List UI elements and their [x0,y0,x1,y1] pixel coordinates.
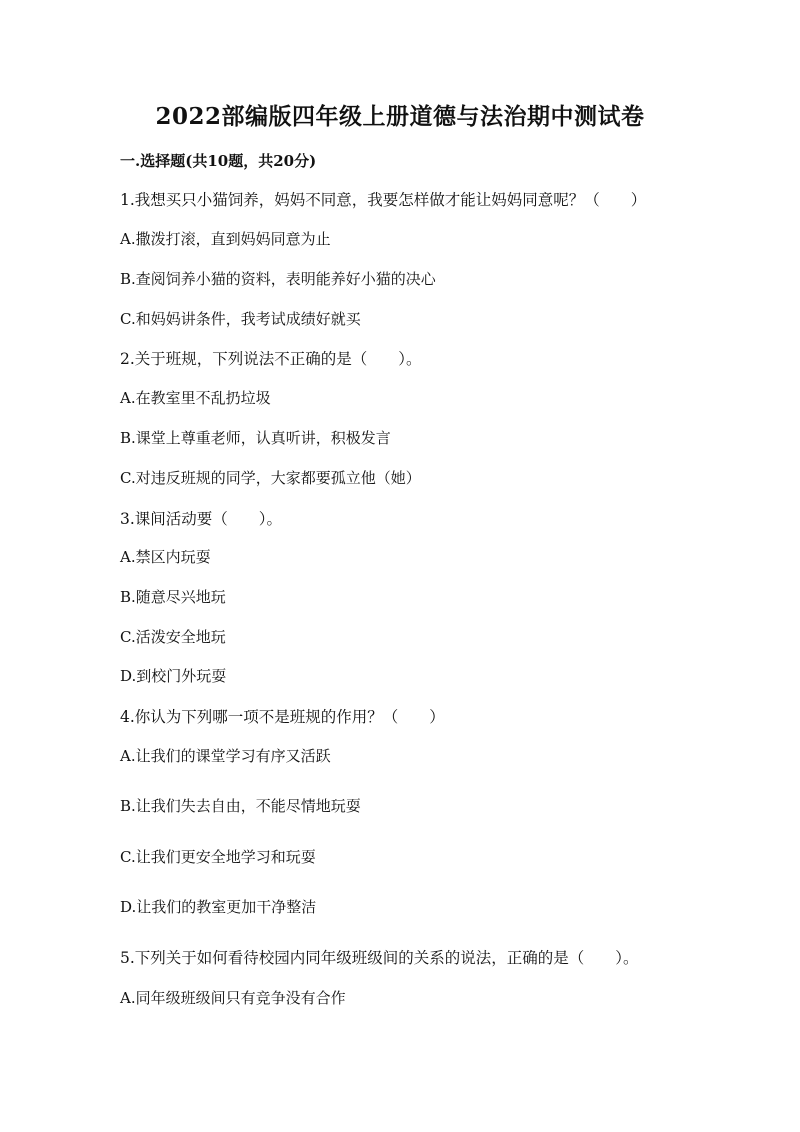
question-1-option-b: B.查阅饲养小猫的资料，表明能养好小猫的决心 [120,270,436,288]
question-3-option-d: D.到校门外玩耍 [120,667,227,685]
question-4-stem: 4.你认为下列哪一项不是班规的作用？（ ） [120,708,445,726]
question-3-stem: 3.课间活动要（ ）。 [120,510,283,528]
question-3-option-a: A.禁区内玩耍 [120,548,211,566]
page-title: 2022部编版四年级上册道德与法治期中测试卷 [155,103,645,130]
question-1-option-c: C.和妈妈讲条件，我考试成绩好就买 [120,310,361,328]
question-4-option-c: C.让我们更安全地学习和玩耍 [120,848,316,866]
question-2-option-c: C.对违反班规的同学，大家都要孤立他（她） [120,469,421,487]
question-5-stem: 5.下列关于如何看待校园内同年级班级间的关系的说法，正确的是（ ）。 [120,949,639,967]
question-2-stem: 2.关于班规，下列说法不正确的是（ ）。 [120,350,422,368]
question-4-option-d: D.让我们的教室更加干净整洁 [120,898,317,916]
question-1-stem: 1.我想买只小猫饲养，妈妈不同意，我要怎样做才能让妈妈同意呢？（ ） [120,191,647,209]
question-3-option-c: C.活泼安全地玩 [120,628,226,646]
question-4-option-a: A.让我们的课堂学习有序又活跃 [120,747,331,765]
question-3-option-b: B.随意尽兴地玩 [120,588,226,606]
question-5-option-a: A.同年级班级间只有竞争没有合作 [120,989,346,1007]
question-2-option-a: A.在教室里不乱扔垃圾 [120,389,271,407]
section-heading: 一.选择题(共10题，共20分) [120,152,317,170]
question-2-option-b: B.课堂上尊重老师，认真听讲，积极发言 [120,429,391,447]
question-4-option-b: B.让我们失去自由，不能尽情地玩耍 [120,797,361,815]
question-1-option-a: A.撒泼打滚，直到妈妈同意为止 [120,230,331,248]
